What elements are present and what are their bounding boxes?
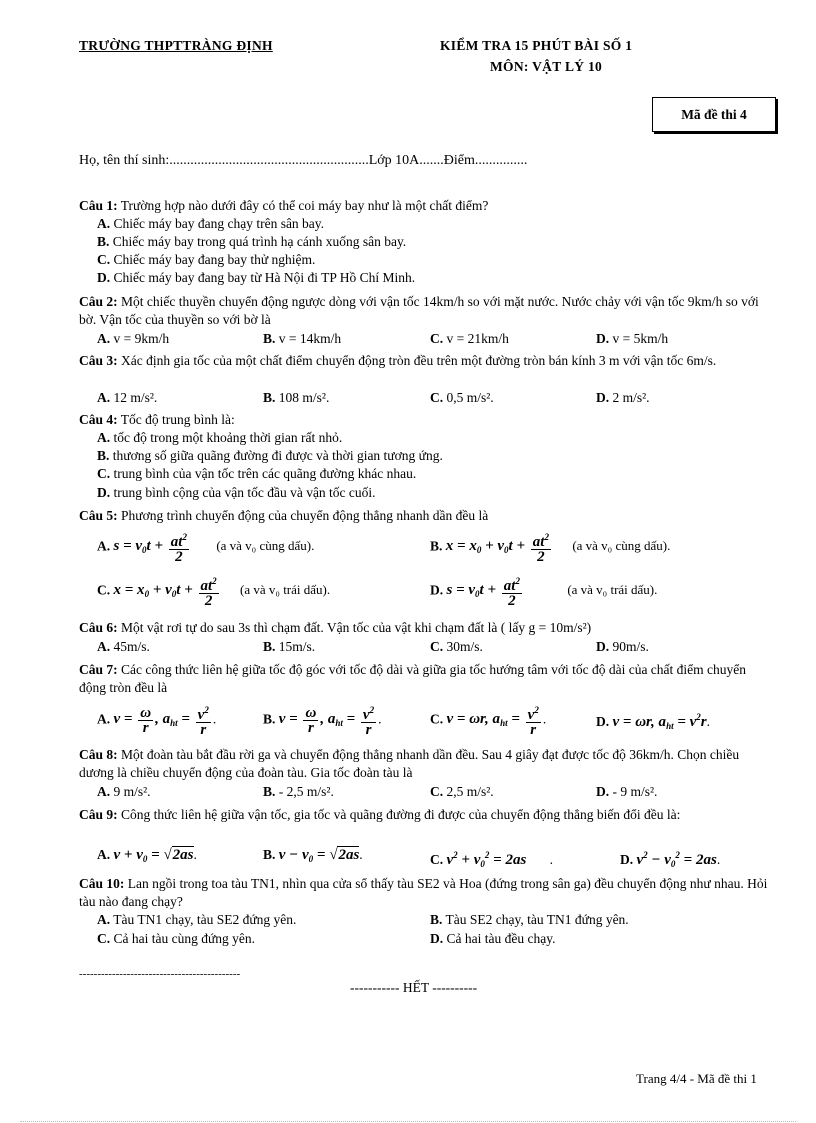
q6-option-d: D. 90m/s. <box>596 639 649 654</box>
question-7 <box>79 661 776 697</box>
page-border <box>20 1121 796 1122</box>
q9-option-b: B. $v - v_0 = √2as$. <box>263 847 363 864</box>
subject-title: MÔN: VẬT LÝ 10 <box>490 59 603 74</box>
q1-option-c: C. Chiếc máy bay đang bay thử nghiệm. <box>97 252 316 267</box>
question-text: Lan ngồi trong toa tàu TN1, nhìn qua cửa sổ thấy tàu SE2 và Hoa (đứng trong sân ga) đều chuyển động như nhau. Hỏi tàu nào đang chạy? <box>79 876 768 909</box>
question-text: Xác định gia tốc của một chất điểm chuyển động tròn đều trên một đường tròn bán kính 3 m với vận tốc 6m/s. <box>117 353 717 368</box>
end-marker: ----------- HẾT ---------- <box>350 980 478 995</box>
q7-option-c: C. v = ωr, $a_{ht}$ = $\frac{v^2}{r}$ . <box>430 705 547 738</box>
formula: $v^2 - v_0^2 = 2as$ <box>636 850 717 869</box>
question-label: Câu 10: <box>79 876 125 891</box>
question-label: Câu 2: <box>79 294 118 309</box>
exam-code: Mã đề thi 4 <box>681 106 747 122</box>
q5-option-d: D. $s = v_0t$ + $\frac{at^2}{2}$ (a và v₀ trái dấu). <box>430 576 658 609</box>
q5-option-c: C. $x = x_0 + v_0t$ + $\frac{at^2}{2}$ (a và v₀ trái dấu). <box>97 576 331 609</box>
q7-option-d: D. v = ωr, $a_{ht} = v^2r$. <box>596 712 711 731</box>
question-6 <box>79 619 776 637</box>
q4-option-d: D. trung bình cộng của vận tốc đầu và vận tốc cuối. <box>97 485 376 500</box>
q7-option-b: B. v = $\frac{\omega}{r}$ , $a_{ht}$ = $\frac{v^2}{r}$ . <box>263 704 382 738</box>
q6-option-c: C. 30m/s. <box>430 639 483 654</box>
question-label: Câu 6: <box>79 620 118 635</box>
formula: $s = v_0t$ + $\frac{at^2}{2}$ <box>446 576 520 609</box>
q6-option-b: B. 15m/s. <box>263 639 316 654</box>
q3-option-b: B. 108 m/s². <box>263 390 330 405</box>
q3-option-a: A. 12 m/s². <box>97 390 158 405</box>
formula: $v + v_0 = √2as$ <box>113 847 194 864</box>
q2-option-c: C. v = 21km/h <box>430 331 509 346</box>
q8-option-d: D. - 9 m/s². <box>596 784 658 799</box>
q8-option-c: C. 2,5 m/s². <box>430 784 494 799</box>
q8-option-a: A. 9 m/s². <box>97 784 151 799</box>
question-5 <box>79 507 776 525</box>
question-label: Câu 3: <box>79 353 118 368</box>
student-info-line: Họ, tên thí sinh:.........................................................Lớp 10A.......Điểm............... <box>79 153 528 168</box>
question-text: Một đoàn tàu bắt đầu rời ga và chuyển động thẳng nhanh dần đều. Sau 4 giây đạt được tốc độ 36km/h. Chọn chiều dương là chiều chuyển động của đoàn tàu. Gia tốc đoàn tàu là <box>79 747 740 780</box>
formula: $v - v_0 = √2as$ <box>278 847 360 864</box>
exam-code-box <box>652 97 776 132</box>
question-10 <box>79 875 776 911</box>
formula: $x = x_0 + v_0t$ + $\frac{at^2}{2}$ <box>113 576 217 609</box>
q10-option-a: A. Tàu TN1 chạy, tàu SE2 đứng yên. <box>97 912 297 927</box>
question-label: Câu 9: <box>79 807 118 822</box>
q1-option-b: B. Chiếc máy bay trong quá trình hạ cánh xuống sân bay. <box>97 234 407 249</box>
q2-option-a: A. v = 9km/h <box>97 331 170 346</box>
school-name: TRƯỜNG THPTTRÀNG ĐỊNH <box>79 38 273 53</box>
q6-option-a: A. 45m/s. <box>97 639 150 654</box>
question-label: Câu 1: <box>79 198 118 213</box>
q2-option-d: D. v = 5km/h <box>596 331 669 346</box>
q7-option-a: A. v = $\frac{\omega}{r}$ , $a_{ht}$ = $\frac{v^2}{r}$ . <box>97 704 217 738</box>
q3-option-d: D. 2 m/s². <box>596 390 650 405</box>
q2-option-b: B. v = 14km/h <box>263 331 342 346</box>
q9-option-c: C. $v^2 + v_0^2 = 2as$ . <box>430 850 554 869</box>
q4-option-a: A. tốc độ trong một khoảng thời gian rất nhỏ. <box>97 430 343 445</box>
question-text: Tốc độ trung bình là: <box>117 412 235 427</box>
question-label: Câu 7: <box>79 662 118 677</box>
q1-option-a: A. Chiếc máy bay đang chạy trên sân bay. <box>97 216 325 231</box>
footer-dashes: -------------------------------------------- <box>79 968 241 980</box>
q1-option-d: D. Chiếc máy bay đang bay từ Hà Nội đi TP Hồ Chí Minh. <box>97 270 416 285</box>
formula: $x = x_0 + v_0t$ + $\frac{at^2}{2}$ <box>445 532 549 565</box>
question-text: Các công thức liên hệ giữa tốc độ góc với tốc độ dài và giữa gia tốc hướng tâm với tốc độ dài của chất điểm chuyển động tròn đều là <box>79 662 747 695</box>
question-text: Một vật rơi tự do sau 3s thì chạm đất. Vận tốc của vật khi chạm đất là ( lấy g = 10m/s²) <box>117 620 592 635</box>
formula: v = ωr, $a_{ht} = v^2r$ <box>612 712 707 731</box>
q9-option-a: A. $v + v_0 = √2as$. <box>97 847 197 864</box>
question-4 <box>79 411 776 429</box>
q8-option-b: B. - 2,5 m/s². <box>263 784 334 799</box>
page-footer: Trang 4/4 - Mã đề thi 1 <box>636 1071 757 1086</box>
question-label: Câu 5: <box>79 508 118 523</box>
question-8 <box>79 746 776 782</box>
question-text: Phương trình chuyển động của chuyển động thẳng nhanh dần đều là <box>117 508 489 523</box>
q5-option-a: A. $s = v_0t$ + $\frac{at^2}{2}$ (a và v₀ cùng dấu). <box>97 532 315 565</box>
exam-title: KIỂM TRA 15 PHÚT BÀI SỐ 1 <box>440 38 633 53</box>
q4-option-c: C. trung bình của vận tốc trên các quãng đường khác nhau. <box>97 466 417 481</box>
q10-option-b: B. Tàu SE2 chạy, tàu TN1 đứng yên. <box>430 912 629 927</box>
question-text: Trường hợp nào dưới đây có thể coi máy bay như là một chất điểm? <box>117 198 489 213</box>
formula: v = $\frac{\omega}{r}$ , $a_{ht}$ = $\frac{v^2}{r}$ <box>113 704 209 738</box>
question-3 <box>79 352 776 370</box>
q9-option-d: D. $v^2 - v_0^2 = 2as$. <box>620 850 721 869</box>
question-label: Câu 4: <box>79 412 118 427</box>
q10-option-d: D. Cả hai tàu đều chạy. <box>430 931 556 946</box>
question-9 <box>79 806 776 824</box>
question-label: Câu 8: <box>79 747 118 762</box>
q10-option-c: C. Cả hai tàu cùng đứng yên. <box>97 931 256 946</box>
q3-option-c: C. 0,5 m/s². <box>430 390 494 405</box>
question-2 <box>79 293 776 329</box>
formula: $s = v_0t$ + $\frac{at^2}{2}$ <box>113 532 187 565</box>
question-text: Công thức liên hệ giữa vận tốc, gia tốc và quãng đường đi được của chuyển động thẳng biến đổi đều là: <box>117 807 681 822</box>
formula: $v^2 + v_0^2 = 2as$ <box>446 850 527 869</box>
formula: v = $\frac{\omega}{r}$ , $a_{ht}$ = $\frac{v^2}{r}$ <box>278 704 375 738</box>
q5-option-b: B. $x = x_0 + v_0t$ + $\frac{at^2}{2}$ (a và v₀ cùng dấu). <box>430 532 671 565</box>
question-text: Một chiếc thuyền chuyển động ngược dòng với vận tốc 14km/h so với mặt nước. Nước chảy với vận tốc 9km/h so với bờ. Vận tốc của thuyền so với bờ là <box>79 294 759 327</box>
question-1 <box>79 197 776 215</box>
q4-option-b: B. thương số giữa quãng đường đi được và thời gian tương ứng. <box>97 448 443 463</box>
formula: v = ωr, $a_{ht}$ = $\frac{v^2}{r}$ <box>446 705 539 738</box>
